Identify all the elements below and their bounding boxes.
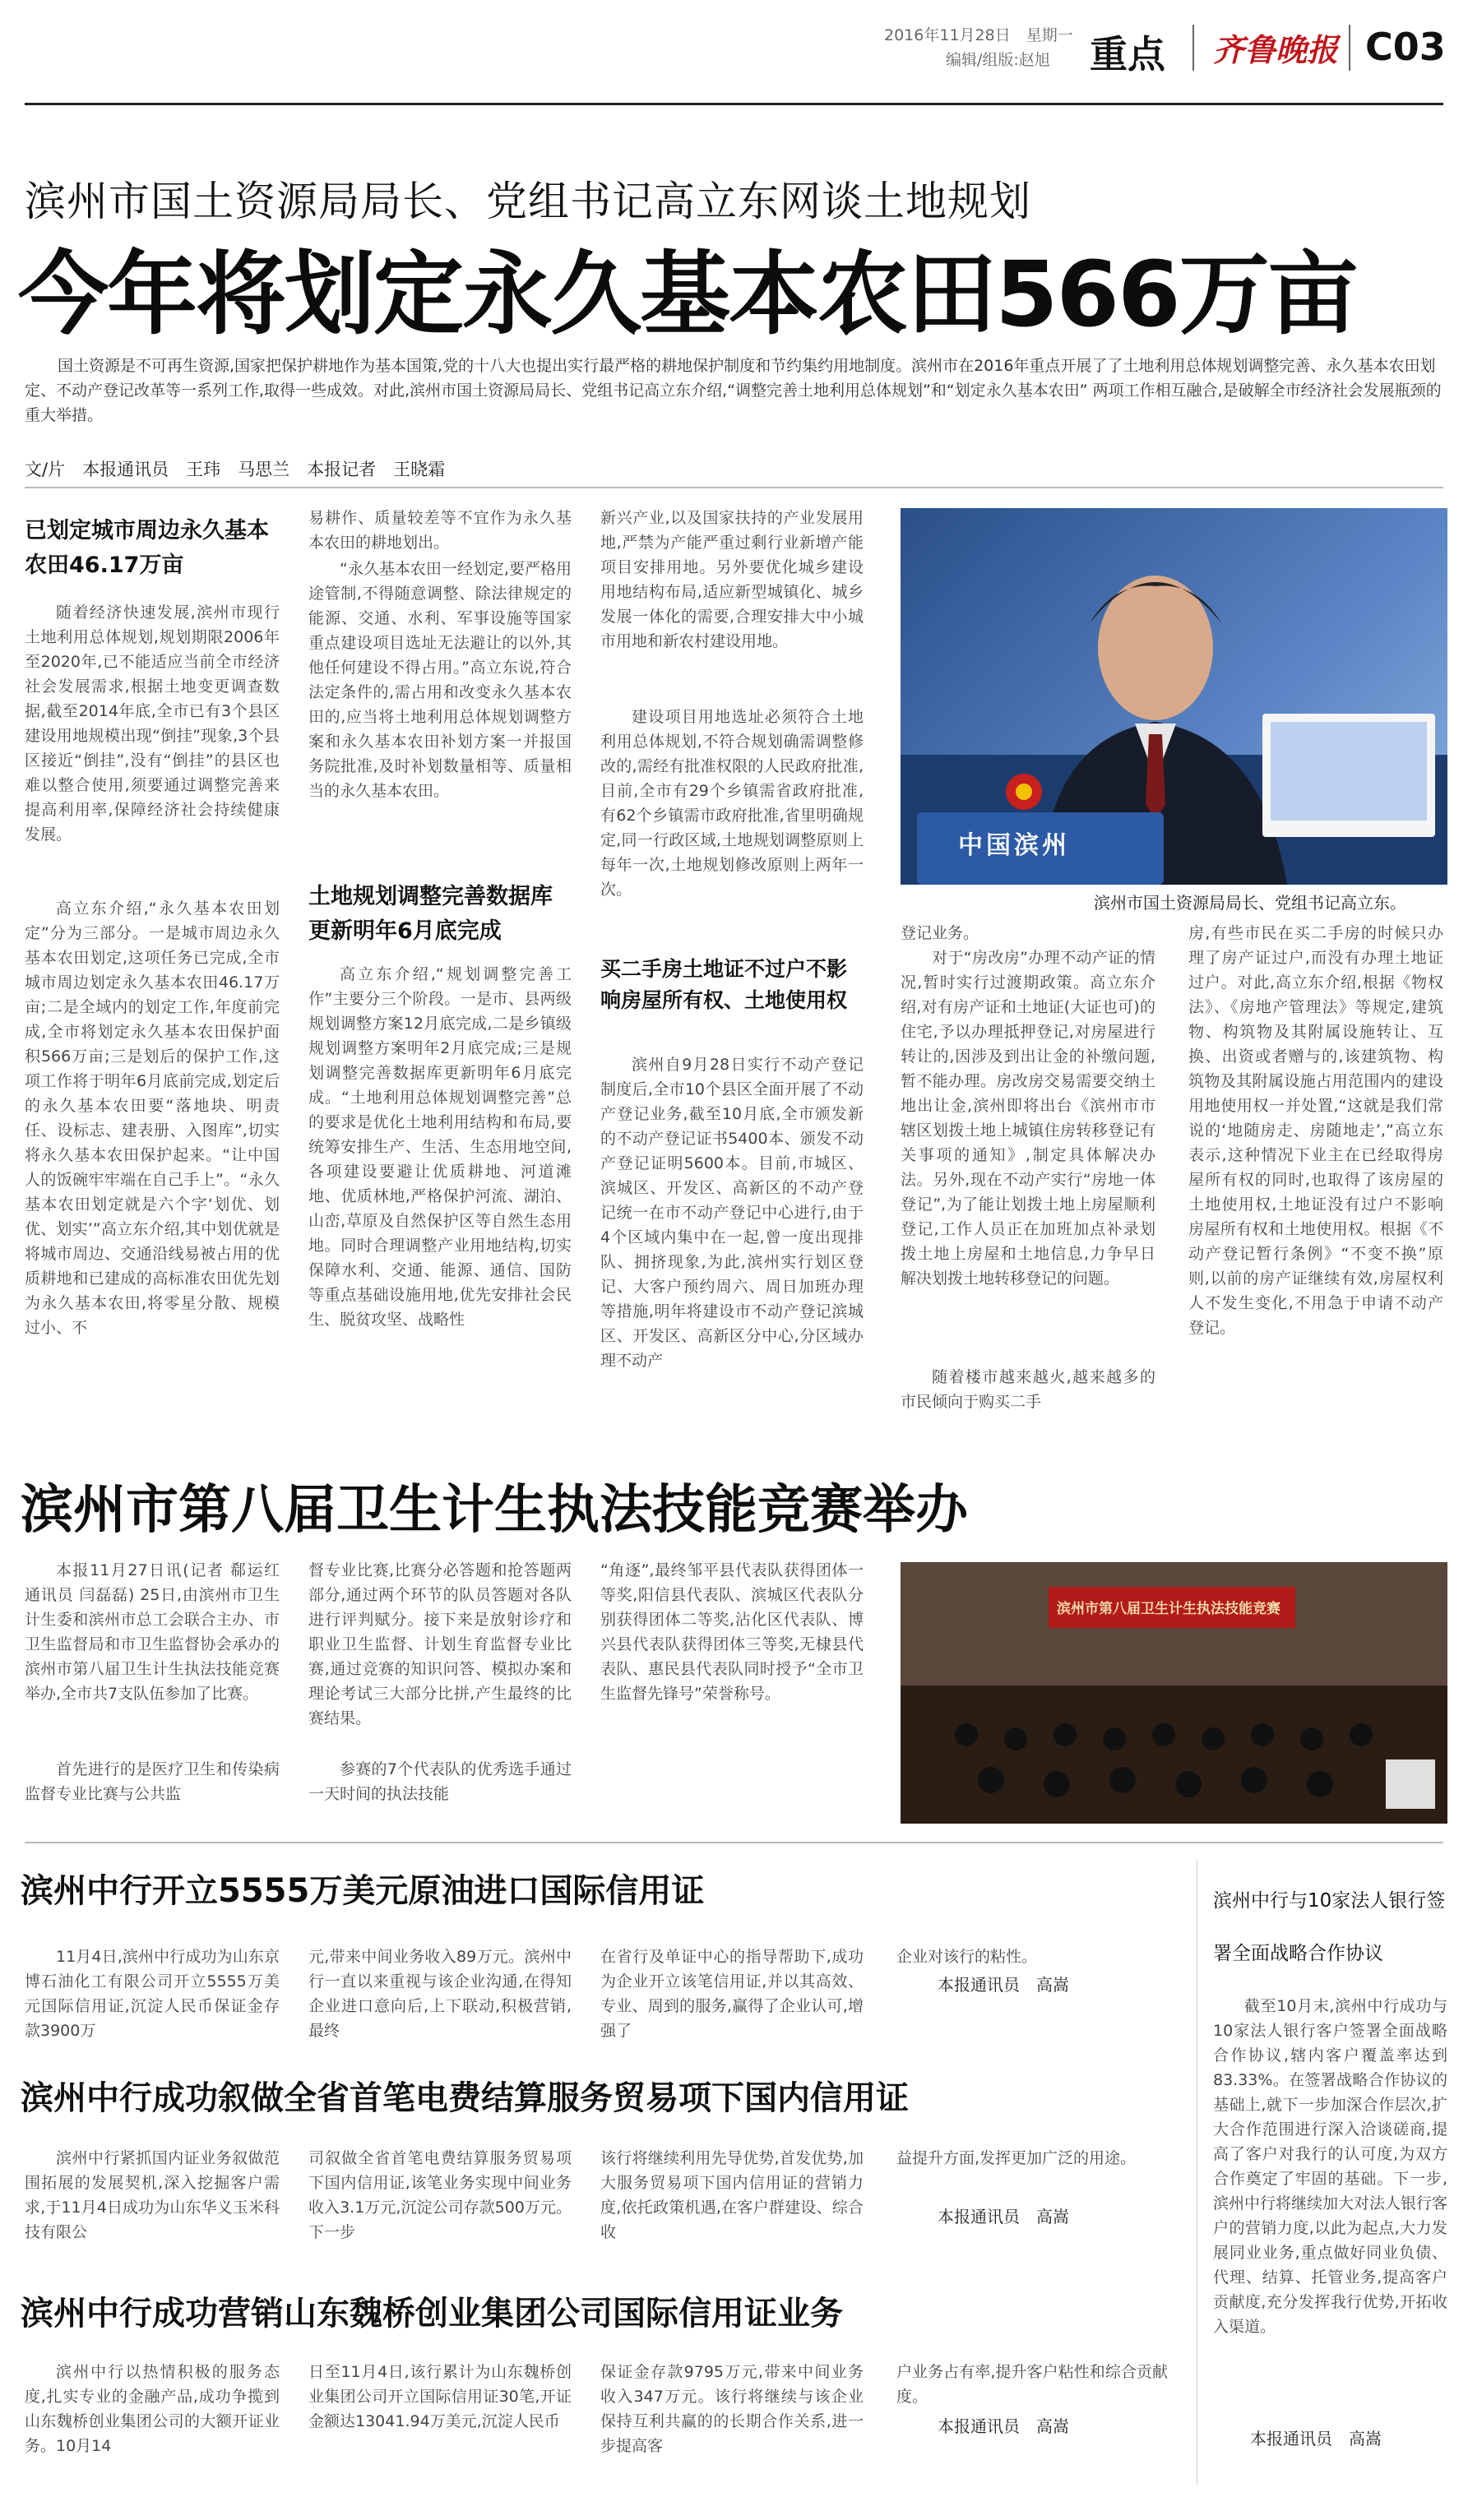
news1-signature: 本报通讯员 高嵩 (938, 1975, 1069, 1995)
article1-col2: 易耕作、质量较差等不宜作为永久基本农田的耕地划出。 (308, 509, 572, 552)
news1-headline: 滨州中行开立5555万美元原油进口国际信用证 (21, 1872, 705, 1910)
photo-caption: 滨州市国土资源局局长、党组书记高立东。 (1094, 893, 1406, 913)
article2-col2: 督专业比赛,比赛分必答题和抢答题两部分,通过两个环节的队员答题对各队进行评判赋分。接下来是放射诊疗和职业卫生监督、计划生育监督专业比赛,通过竞赛的知识问答、模拟办案和理论考试三大部分比拼,产生最终的比赛结果。 (308, 1561, 572, 1727)
news1-col3: 在省行及单证中心的指导帮助下,成功为企业开立该笔信用证,并以其高效、专业、周到的服务,赢得了企业认可,增强了 (600, 1948, 864, 2040)
article1-col3b: 建设项目用地选址必须符合土地利用总体规划,不符合规划确需调整修改的,需经有批准权限的人民政府批准,目前,全市有29个乡镇需省政府批准,有62个乡镇需市政府批准,省里明确规定,同一行政区域,土地规划调整原则上每年一次,土地规划修改原则上两年一次。 (600, 708, 864, 899)
news3-col4: 户业务占有率,提升客户粘性和综合贡献度。 (896, 2363, 1168, 2406)
article2-col1: 本报11月27日讯(记者 郗运红 通讯员 闫磊磊) 25日,由滨州市卫生计生委和滨州市总工会联合主办、市卫生监督局和市卫生监督协会承办的滨州市第八届卫生计生执法技能竞赛举办,全市共7支队伍参加了比赛。 (25, 1561, 280, 1703)
news2-col1: 滨州中行紧抓国内证业务叙做范围拓展的发展契机,深入挖掘客户需求,于11月4日成功为山东华义玉米科技有限公 (25, 2149, 280, 2241)
article1-pre-title: 滨州市国土资源局局长、党组书记高立东网谈土地规划 (25, 178, 1031, 225)
article1-col3: 新兴产业,以及国家扶持的产业发展用地,严禁为产能严重过剩行业新增产能项目安排用地。另外要优化城乡建设用地结构布局,适应新型城镇化、城乡发展一体化的需要,合理安排大中小城市用地和新农村建设用地。 (600, 509, 864, 650)
news2-col2: 司叙做全省首笔电费结算服务贸易项下国内信用证,该笔业务实现中间业务收入3.1万元,沉淀公司存款500万元。下一步 (308, 2149, 572, 2241)
subhead-1: 已划定城市周边永久基本农田46.17万亩 (25, 518, 269, 578)
article1-col4b: 对于“房改房”办理不动产证的情况,暂时实行过渡期政策。高立东介绍,对有房产证和土地证(大证也可)的住宅,予以办理抵押登记,对房屋进行转让的,因涉及到出让金的补缴问题,暂不能办理。房改房交易需要交纳土地出让金,滨州即将出台《滨州市市辖区划拨土地上城镇住房转移登记有关事项的通知》,制定具体解决办法。另外,现在不动产实行“房地一体登记”,为了能让划拨土地上房屋顺利登记,工作人员正在加班加点补录划拨土地上房屋和土地信息,力争早日解决划拨土地转移登记的问题。 (901, 949, 1155, 1288)
article2-headline: 滨州市第八届卫生计生执法技能竞赛举办 (21, 1480, 968, 1541)
masthead-rule (25, 103, 1443, 105)
news1-col1: 11月4日,滨州中行成功为山东京博石油化工有限公司开立5555万美元国际信用证,沉淀人民币保证金存款3900万 (25, 1948, 280, 2040)
news1-col2: 元,带来中间业务收入89万元。滨州中行一直以来重视与该企业沟通,在得知企业进口意向后,上下联动,积极营销,最终 (308, 1948, 572, 2040)
news2-col3: 该行将继续利用先导优势,首发优势,加大服务贸易项下国内信用证的营销力度,依托政策机遇,在客户群建设、综合收 (600, 2149, 864, 2241)
article1-col5: 房,有些市民在买二手房的时候只办理了房产证过户,而没有办理土地证过户。对此,高立东介绍,根据《物权法》、《房地产管理法》等规定,建筑物、构筑物及其附属设施转让、互换、出资或者赠与的,该建筑物、构筑物及其附属设施占用范围内的建设用地使用权一并处置,“这就是我们常说的‘地随房走、房随地走’,”高立东表示,这种情况下业主在已经取得房屋所有权的同时,也取得了该房屋的土地使用权,土地证没有过户不影响房屋所有权和土地使用权。根据《不动产登记暂行条例》“不变不换”原则,以前的房产证继续有效,房屋权利人不发生变化,不用急于申请不动产登记。 (1188, 924, 1443, 1337)
news3-col3: 保证金存款9795万元,带来中间业务收入347万元。该行将继续与该企业保持互利共赢的的长期合作关系,进一步提高客 (600, 2363, 864, 2455)
article2-col2b: 参赛的7个代表队的优秀选手通过一天时间的执法技能 (308, 1760, 572, 1803)
news2-col4: 益提升方面,发挥更加广泛的用途。 (896, 2149, 1137, 2167)
article1-col3c: 滨州自9月28日实行不动产登记制度后,全市10个县区全面开展了不动产登记业务,截至10月底,全市颁发新的不动产登记证书5400本、颁发不动产登记证明5600本。目前,市城区、滨城区、开发区、高新区的不动产登记统一在市不动产登记中心进行,由于4个区域内集中在一起,曾一度出现排队、拥挤现象,为此,滨州实行划区登记、大客户预约周六、周日加班办理等措施,明年将建设市不动产登记滨城区、开发区、高新区分中心,分区域办理不动产 (600, 1056, 864, 1370)
byline-rule (25, 487, 1443, 488)
photo-banner-text: 中国滨州 (958, 831, 1070, 860)
masthead-divider (1192, 25, 1194, 71)
sidebar-body: 截至10月末,滨州中行成功与10家法人银行客户签署全面战略合作协议,辖内客户覆盖率达到83.33%。在签署战略合作协议的基础上,就下一步加深合作层次,扩大合作范围进行深入洽谈磋商,提高了客户对我行的认可度,为双方合作奠定了牢固的基础。下一步,滨州中行将继续加大对法人银行客户的营销力度,以此为起点,大力发展同业业务,重点做好同业负债、代理、结算、托管业务,提高客户贡献度,充分发挥我行优势,开拓收入渠道。 (1213, 1997, 1447, 2336)
article1-col2c: 高立东介绍,“规划调整完善工作”主要分三个阶段。一是市、县两级规划调整方案12月底完成,二是乡镇级规划调整方案明年2月底完成;三是规划调整完善数据库更新明年6月底完成。“土地利用总体规划调整完善”总的要求是优化土地利用结构和布局,要统筹安排生产、生活、生态用地空间,各项建设要避让优质耕地、河道滩地、优质林地,严格保护河流、湖泊、山峦,草原及自然保护区等自然生态用地。同时合理调整产业用地结构,切实保障水利、交通、能源、通信、国防等重点基础设施用地,优先安排社会民生、脱贫攻坚、战略性 (308, 965, 572, 1329)
article1-col4: 登记业务。 (901, 924, 979, 942)
section-rule (25, 1842, 1443, 1843)
newspaper-logo: 齐鲁晚报 (1213, 31, 1339, 68)
article2-col1b: 首先进行的是医疗卫生和传染病监督专业比赛与公共监 (25, 1760, 280, 1803)
page-number: C03 (1365, 25, 1446, 69)
sidebar-headline: 滨州中行与10家法人银行签署全面战略合作协议 (1213, 1890, 1446, 1964)
subhead-3: 买二手房土地证不过户不影响房屋所有权、土地使用权 (600, 957, 848, 1012)
official-portrait-photo (901, 508, 1447, 885)
article1-lead: 国土资源是不可再生资源,国家把保护耕地作为基本国策,党的十八大也提出实行最严格的耕地保护制度和节约集约用地制度。滨州市在2016年重点开展了了土地利用总体规划调整完善、永久基本农田划定、不动产登记改革等一系列工作,取得一些成效。对此,滨州市国土资源局局长、党组书记高立东介绍,“调整完善土地利用总体规划”和“划定永久基本农田” 两项工作相互融合,是破解全市经济社会发展瓶颈的重大举措。 (25, 357, 1442, 424)
news2-headline: 滨州中行成功叙做全省首笔电费结算服务贸易项下国内信用证 (21, 2079, 909, 2117)
issue-date: 2016年11月28日 星期一 (884, 26, 1073, 44)
article1-byline: 文/片 本报通讯员 王玮 马思兰 本报记者 王晓霜 (25, 460, 446, 479)
section-name: 重点 (1090, 32, 1165, 76)
article2-col3: “角逐”,最终邹平县代表队获得团体一等奖,阳信县代表队、滨城区代表队分别获得团体二等奖,沾化区代表队、博兴县代表队获得团体三等奖,无棣县代表队、惠民县代表队同时授予“全市卫生监督先锋号”荣誉称号。 (600, 1561, 864, 1703)
article1-col1b: 高立东介绍,“永久基本农田划定”分为三部分。一是城市周边永久基本农田划定,这项任务已完成,全市城市周边划定永久基本农田46.17万亩;二是全域内的划定工作,年度前完成,全市将划定永久基本农田保护面积566万亩;三是划后的保护工作,这项工作将于明年6月底前完成,划定后的永久基本农田要“落地块、明责任、设标志、建表册、入图库”,切实将永久基本农田保护起来。“让中国人的饭碗牢牢端在自己手上”。“永久基本农田划定就是六个字‘划优、划优、划实’”高立东介绍,其中划优就是将城市周边、交通沿线易被占用的优质耕地和已建成的高标准农田优先划为永久基本农田,将零星分散、规模过小、不 (25, 899, 280, 1337)
sidebar-signature: 本报通讯员 高嵩 (1250, 2429, 1382, 2448)
article1-col1: 随着经济快速发展,滨州市现行土地利用总体规划,规划期限2006年至2020年,已不能适应当前全市经济社会发展需求,根据土地变更调查数据,截至2014年底,全市已有3个县区建设用地规模出现“倒挂”现象,3个县区接近“倒挂”,没有“倒挂”的县区也难以整合使用,须要通过调整完善来提高利用率,保障经济社会持续健康发展。 (25, 603, 280, 844)
contest-event-photo (901, 1562, 1447, 1824)
event-banner-text: 滨州市第八届卫生计生执法技能竞赛 (1057, 1601, 1280, 1617)
masthead-divider (1349, 25, 1350, 71)
news3-col2: 日至11月4日,该行累计为山东魏桥创业集团公司开立国际信用证30笔,开证金额达13041.94万美元,沉淀人民币 (308, 2363, 572, 2430)
article1-headline: 今年将划定永久基本农田566万亩 (18, 242, 1357, 347)
news3-signature: 本报通讯员 高嵩 (938, 2416, 1069, 2436)
news2-signature: 本报通讯员 高嵩 (938, 2207, 1069, 2226)
article1-col4c: 随着楼市越来越火,越来越多的市民倾向于购买二手 (901, 1368, 1155, 1411)
subhead-2: 土地规划调整完善数据库更新明年6月底完成 (308, 884, 553, 944)
news1-col4: 企业对该行的粘性。 (896, 1948, 1038, 1966)
news3-headline: 滨州中行成功营销山东魏桥创业集团公司国际信用证业务 (21, 2295, 843, 2333)
news3-col1: 滨州中行以热情积极的服务态度,扎实专业的金融产品,成功争揽到山东魏桥创业集团公司的大额开证业务。10月14 (25, 2363, 280, 2455)
editor-credit: 编辑/组版:赵旭 (946, 51, 1050, 69)
article1-col2b: “永久基本农田一经划定,要严格用途管制,不得随意调整、除法律规定的能源、交通、水利、军事设施等国家重点建设项目选址无法避让的以外,其他任何建设不得占用。”高立东说,符合法定条件的,需占用和改变永久基本农田的,应当将土地利用总体规划调整方案和永久基本农田补划方案一并报国务院批准,及时补划数量相等、质量相当的永久基本农田。 (308, 560, 572, 800)
